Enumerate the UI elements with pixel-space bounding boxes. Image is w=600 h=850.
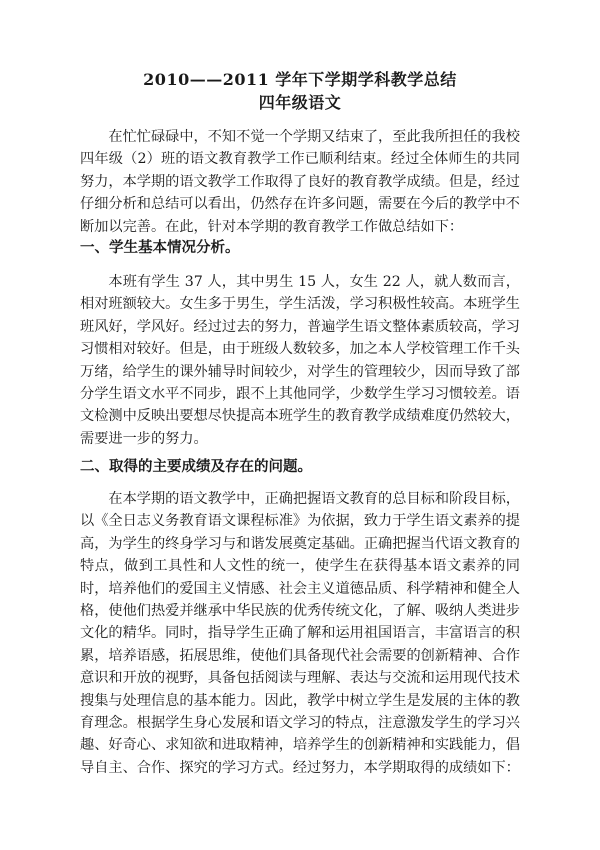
section-body-student-analysis: 本班有学生 37 人，其中男生 15 人，女生 22 人，就人数而言，相对班额较大。女生多于男生，学生活泼，学习积极性较高。本班学生班风好，学风好。经过过去的努力，普遍学生语文整体素质较高，学习习惯相对较好。但是，由于班级人数较多，加之本人学校管理工作千头万绪，给学生的课外辅导时间较少，对学生的管理较少，因而导致了部分学生语文水平不同步，跟不上其他同学，少数学生学习习惯较差。语文检测中反映出要想尽快提高本班学生的教育教学成绩难度仍然较大，需要进一步的努力。 <box>80 274 520 447</box>
section-heading-achievements: 二、取得的主要成绩及存在的问题。 <box>80 458 312 475</box>
document-subtitle: 四年级语文 <box>258 93 342 112</box>
intro-paragraph: 在忙忙碌碌中，不知不觉一个学期又结束了，至此我所担任的我校四年级（2）班的语文教育教学工作已顺利结束。经过全体师生的共同努力，本学期的语文教学工作取得了良好的教育教学成绩。但是，经过仔细分析和总结可以看出，仍然存在许多问题，需要在今后的教学中不断加以完善。在此，针对本学期的教育教学工作做总结如下： <box>80 129 520 235</box>
section-body-achievements: 在本学期的语文教学中，正确把握语文教育的总目标和阶段目标，以《全日志义务教育语文课程标准》为依据，致力于学生语文素养的提高，为学生的终身学习与和谐发展奠定基础。正确把握当代语文教育的特点，做到工具性和人文性的统一，使学生在获得基本语文素养的同时，培养他们的爱国主义情感、社会主义道德品质、科学精神和健全人格，使他们热爱并继承中华民族的优秀传统文化，了解、吸纳人类进步文化的精华。同时，指导学生正确了解和运用祖国语言，丰富语言的积累，培养语感，拓展思维，使他们具备现代社会需要的创新精神、合作意识和开放的视野，具备包括阅读与理解、表达与交流和运用现代技术搜集与处理信息的基本能力。因此，教学中树立学生是发展的主体的教育理念。根据学生身心发展和语文学习的特点，注意激发学生的学习兴趣、好奇心、求知欲和进取精神，培养学生的创新精神和实践能力，倡导自主、合作、探究的学习方式。经过努力，本学期取得的成绩如下： <box>80 491 520 776</box>
document-title: 2010——2011 学年下学期学科教学总结 <box>143 70 457 89</box>
section-heading-student-analysis: 一、学生基本情况分析。 <box>80 239 240 256</box>
